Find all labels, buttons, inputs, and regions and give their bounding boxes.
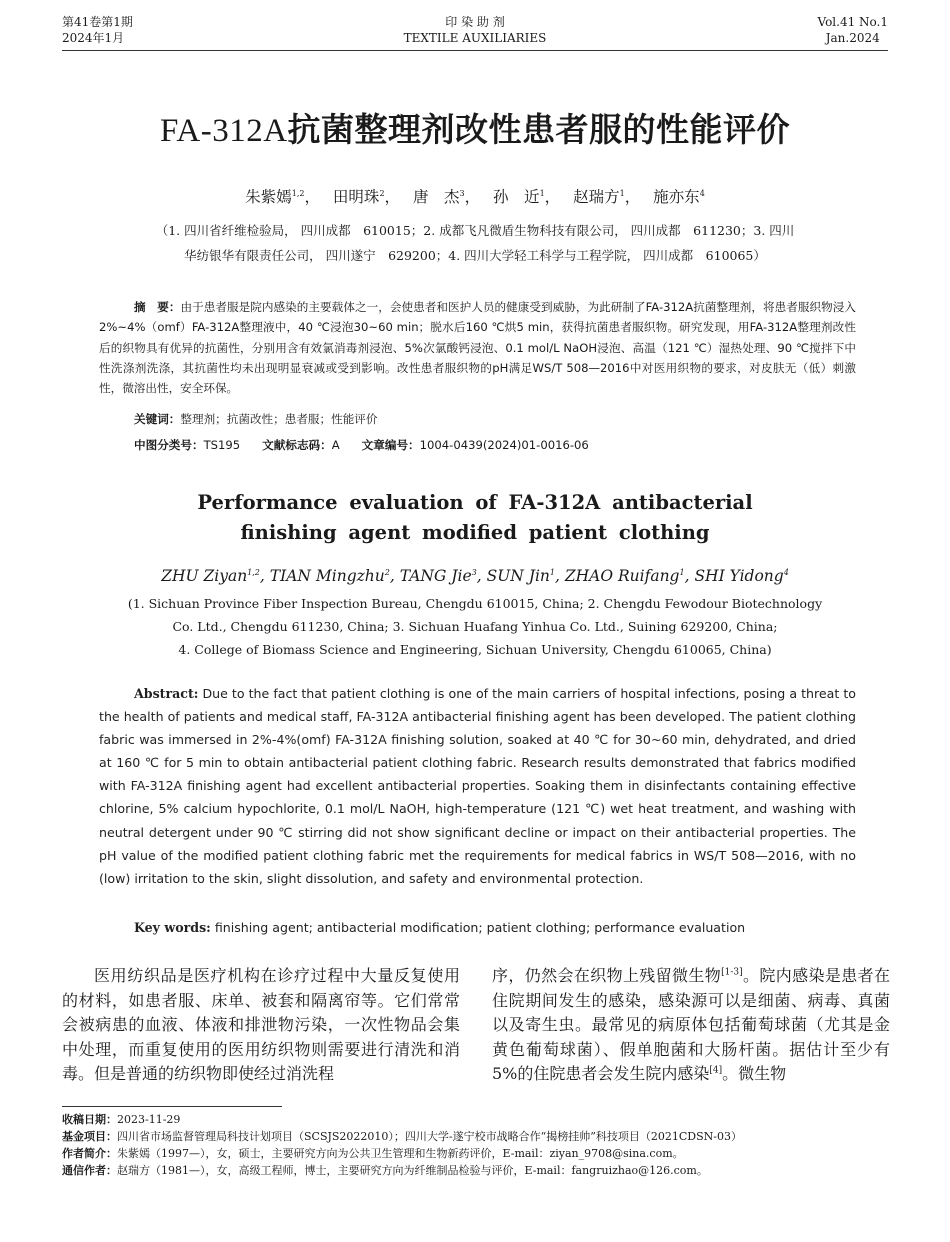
author-cn: 孙 近$^1$，	[493, 188, 561, 206]
footnote-received: 收稿日期：2023-11-29	[62, 1113, 181, 1126]
author-en: ZHU Ziyan$^{1,2}$,	[161, 567, 270, 585]
footnote-rule	[62, 1106, 282, 1107]
title-cn-main: 抗菌整理剂改性患者服的性能评价	[287, 110, 791, 149]
author-en: TIAN Mingzhu$^2$,	[269, 567, 400, 585]
affiliation-en-line: 4. College of Biomass Science and Engineering, Sichuan University, Chengdu 610065, China)	[178, 642, 772, 657]
abstract-en	[99, 682, 856, 890]
author-en: TANG Jie$^3$,	[399, 567, 487, 585]
article-number-value: 1004-0439(2024)01-0016-06	[419, 438, 589, 452]
body-right-text: 。微生物	[722, 1064, 787, 1083]
date-en: Jan.2024	[825, 31, 880, 45]
keywords-cn	[134, 409, 856, 429]
clc-label: 中图分类号：	[134, 438, 204, 452]
footnote-corresponding: 通信作者：赵瑞方（1981—），女，高级工程师，博士，主要研究方向为纤维制品检验与评价，E-mail：fangruizhao@126.com。	[62, 1164, 708, 1177]
authors-en	[0, 565, 950, 587]
author-cn: 赵瑞方$^1$，	[573, 188, 641, 206]
header-right	[818, 14, 889, 46]
abstract-en-text: Due to the fact that patient clothing is one of the main carriers of hospital infections, posing a threat to the health of patients and medical staff, FA-312A antibacterial finishing agent has been developed. The patient clothing fabric was immersed in 2%-4%(omf) FA-312A finishing solution, soaked at 40 ℃ for 30~60 min, dehydrated, and dried at 160 ℃ for 5 min to obtain antibacterial patient clothing fabric. Research results demonstrated that fabrics modified with FA-312A finishing agent had excellent antibacterial properties. Soaking them in disinfectants containing effective chlorine, 5% calcium hypochlorite, 0.1 mol/L NaOH, high-temperature (121 ℃) wet heat treatment, and washing with neutral detergent under 90 ℃ stirring did not show significant decline or impact on their antibacterial properties. The pH value of the modified patient clothing fabric met the requirements for medical fabrics in WS/T 508—2016, with no (low) irritation to the skin, slight dissolution, and safety and environmental protection.	[99, 686, 856, 886]
doc-code-label: 文献标志码：	[262, 438, 332, 452]
journal-name-cn: 印 染 助 剂	[445, 15, 505, 29]
footnote-fund: 基金项目：四川省市场监督管理局科技计划项目（SCSJS2022010）；四川大学-遂宁校市战略合作“揭榜挂帅”科技项目（2021CDSN-03）	[62, 1130, 742, 1143]
title-en-line: Performance evaluation of FA-312A antibacterial	[197, 491, 753, 514]
title-en-line: finishing agent modified patient clothing	[240, 521, 710, 544]
journal-name-en: TEXTILE AUXILIARIES	[403, 31, 547, 45]
affiliation-en-line: (1. Sichuan Province Fiber Inspection Bureau, Chengdu 610015, China; 2. Chengdu Fewodour Biotechnology	[127, 596, 823, 611]
keywords-cn-text: 整理剂；抗菌改性；患者服；性能评价	[180, 412, 378, 426]
keywords-en-label: Key words:	[134, 920, 211, 935]
keywords-cn-label: 关键词：	[134, 412, 181, 426]
keywords-en	[134, 917, 856, 939]
title-cn-prefix: FA-312A	[159, 113, 288, 149]
citation-ref[interactable]: [4]	[709, 1065, 723, 1076]
volume-cn: 第41卷第1期	[62, 15, 133, 29]
citation-ref[interactable]: [1-3]	[721, 967, 743, 978]
keywords-en-text: finishing agent; antibacterial modification; patient clothing; performance evaluation	[214, 920, 746, 935]
affiliation-en-line: Co. Ltd., Chengdu 611230, China; 3. Sichuan Huafang Yinhua Co. Ltd., Suining 629200, China;	[172, 619, 778, 634]
abstract-cn-text: 由于患者服是院内感染的主要载体之一，会使患者和医护人员的健康受到威胁，为此研制了FA-312A抗菌整理剂，将患者服织物浸入2%~4%（omf）FA-312A整理液中，40 ℃浸泡30~60 min；脱水后160 ℃烘5 min，获得抗菌患者服织物。研究发现，用FA-312A整理剂改性后的织物具有优异的抗菌性，分别用含有效氯消毒剂浸泡、5%次氯酸钙浸泡、0.1 mol/L NaOH浸泡、高温（121 ℃）湿热处理、90 ℃搅拌下中性洗涤剂洗涤，其抗菌性均未出现明显衰减或受到影响。改性患者服织物的pH满足WS/T 508—2016中对医用织物的要求，对皮肤无（低）刺激性，微溶出性，安全环保。	[99, 300, 856, 396]
volume-en: Vol.41 No.1	[817, 15, 888, 29]
affiliations-cn	[108, 218, 842, 268]
footnotes	[62, 1111, 888, 1179]
body-column-left	[62, 964, 460, 1087]
author-en: SHI Yidong$^4$	[694, 567, 789, 585]
affiliation-cn-line: （1. 四川省纤维检验局， 四川成都 610015；2. 成都飞凡微盾生物科技有限公司， 四川成都 611230；3. 四川	[155, 223, 795, 238]
title-cn	[0, 108, 950, 153]
running-header	[62, 14, 888, 50]
body-right-text: 序，仍然会在织物上残留微生物	[492, 966, 722, 985]
doc-code-value: A	[331, 438, 340, 452]
abstract-cn	[99, 297, 856, 398]
author-en: ZHAO Ruifang$^1$,	[564, 567, 695, 585]
author-cn: 唐 杰$^3$，	[412, 188, 481, 206]
header-rule	[62, 50, 888, 51]
title-en	[0, 488, 950, 548]
body-right-text: 。院内感染是患者在住院期间发生的感染，感染源可以是细菌、病毒、真菌以及寄生虫。最常见的病原体包括葡萄球菌（尤其是金黄色葡萄球菌）、假单胞菌和大肠杆菌。据估计至少有5%的住院患者会发生院内感染	[492, 966, 890, 1083]
authors-cn	[0, 186, 950, 208]
article-number-label: 文章编号：	[361, 438, 420, 452]
classification-info	[134, 435, 856, 455]
affiliation-cn-line: 华纺银华有限责任公司， 四川遂宁 629200；4. 四川大学轻工科学与工程学院， 四川成都 610065）	[184, 248, 766, 263]
body-left-text: 医用纺织品是医疗机构在诊疗过程中大量反复使用的材料，如患者服、床单、被套和隔离帘等。它们常常会被病患的血液、体液和排泄物污染，一次性物品会集中处理，而重复使用的医用纺织物则需要进行清洗和消毒。但是普通的纺织物即使经过消洗程	[62, 966, 460, 1083]
author-cn: 施亦东$^4$	[653, 188, 705, 206]
date-cn: 2024年1月	[62, 31, 125, 45]
author-cn: 田明珠$^2$，	[332, 188, 401, 206]
header-center	[62, 14, 888, 46]
clc-value: TS195	[203, 438, 241, 452]
footnote-author: 作者简介：朱紫嫣（1997—），女，硕士，主要研究方向为公共卫生管理和生物新药评价，E-mail：ziyan_9708@sina.com。	[62, 1147, 684, 1160]
abstract-cn-label: 摘 要：	[134, 300, 181, 314]
author-en: SUN Jin$^1$,	[486, 567, 565, 585]
body-column-right	[492, 964, 890, 1087]
affiliations-en	[100, 592, 850, 661]
author-cn: 朱紫嫣$^{1,2}$，	[245, 188, 320, 206]
abstract-en-label: Abstract:	[134, 686, 199, 701]
